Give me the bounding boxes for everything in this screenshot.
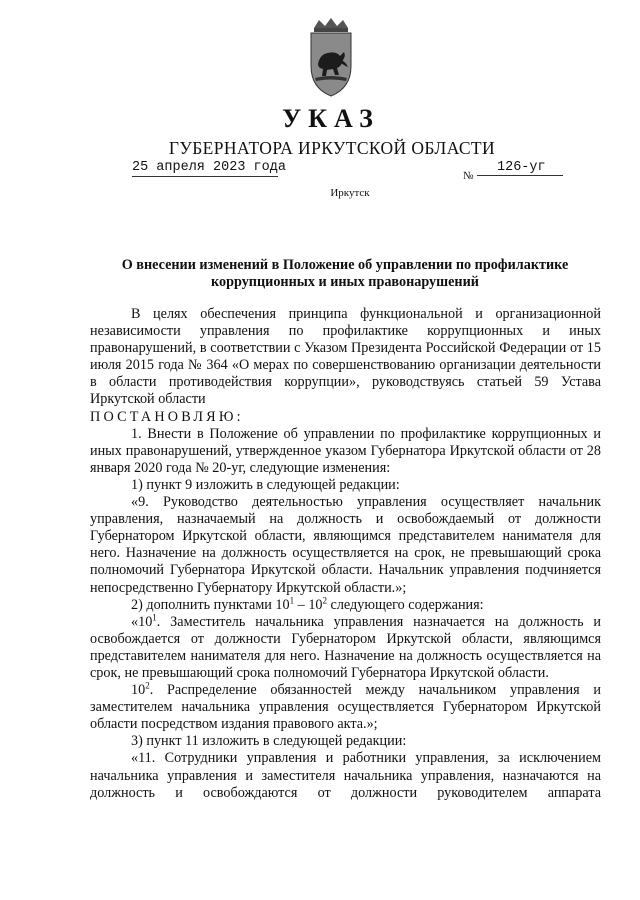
title-line-2: коррупционных и иных правонарушений <box>211 274 479 290</box>
city-label: Иркутск <box>330 187 370 199</box>
document-type-heading: УКАЗ <box>282 104 380 133</box>
decree-number: 126-уг <box>477 160 563 176</box>
number-sign: № <box>463 170 474 182</box>
decree-date: 25 апреля 2023 года <box>132 160 286 175</box>
point-10-2-paragraph: $10^2$. Распределение обязанностей между начальником управления и заместителем начальника управления осуществляется Губернатором Иркутской области посредством издания правового акта.»; <box>90 680 601 733</box>
decree-word: ПОСТАНОВЛЯЮ: <box>90 408 244 425</box>
subitem-1-paragraph: 1) пункт 9 изложить в следующей редакции: <box>131 476 400 493</box>
point-9-paragraph: «9. Руководство деятельностью управления осуществляет начальник управления, назначаемый на должность и освобождаемый от должности Губернатором Иркутской области, являющимся представителем нанимателя для него. Назначение на должность осуществляется на срок, не превышающий срока полномочий Губернатора Иркутской области. Начальник управления подчиняется непосредственно Губернатору Иркутской области.»; <box>90 494 601 596</box>
title-line-1: О внесении изменений в Положение об управлении по профилактике <box>121 257 569 273</box>
subitem-3-paragraph: 3) пункт 11 изложить в следующей редакции: <box>131 733 407 750</box>
document-title <box>95 257 595 291</box>
document-body <box>90 306 601 802</box>
point-10-1-paragraph: «$10^1$. Заместитель начальника управления назначается на должность и освобождается от должности Губернатором Иркутской области, являющимся представителем нанимателя для него. Назначение на должность осуществляется на срок, не превышающий срока полномочий Губернатора Иркутской области. <box>90 611 601 681</box>
point-11-paragraph: «11. Сотрудники управления и работники управления, за исключением начальника управления и заместителя начальника управления, назначаются на должность и освобождаются от должности руководителем аппарата <box>90 750 601 801</box>
issuer-heading: ГУБЕРНАТОРА ИРКУТСКОЙ ОБЛАСТИ <box>168 138 496 158</box>
irkutsk-coat-of-arms-icon <box>306 18 356 98</box>
item-1-paragraph: 1. Внести в Положение об управлении по профилактике коррупционных и иных правонарушений, утвержденное указом Губернатора Иркутской области от 28 января 2020 года № 20-уг, следующие изменения: <box>90 425 601 476</box>
preamble-paragraph: В целях обеспечения принципа функциональной и организационной независимости управления по профилактике коррупционных и иных правонарушений, в соответствии с Указом Президента Российской Федерации от 15 июля 2015 года № 364 «О мерах по совершенствованию организации деятельности в области противодействия коррупции», руководствуясь статьей 59 Устава Иркутской области <box>90 306 601 408</box>
subitem-2-paragraph: 2) дополнить пунктами $10^1 - 10^2$ следующего содержания: <box>131 594 484 613</box>
